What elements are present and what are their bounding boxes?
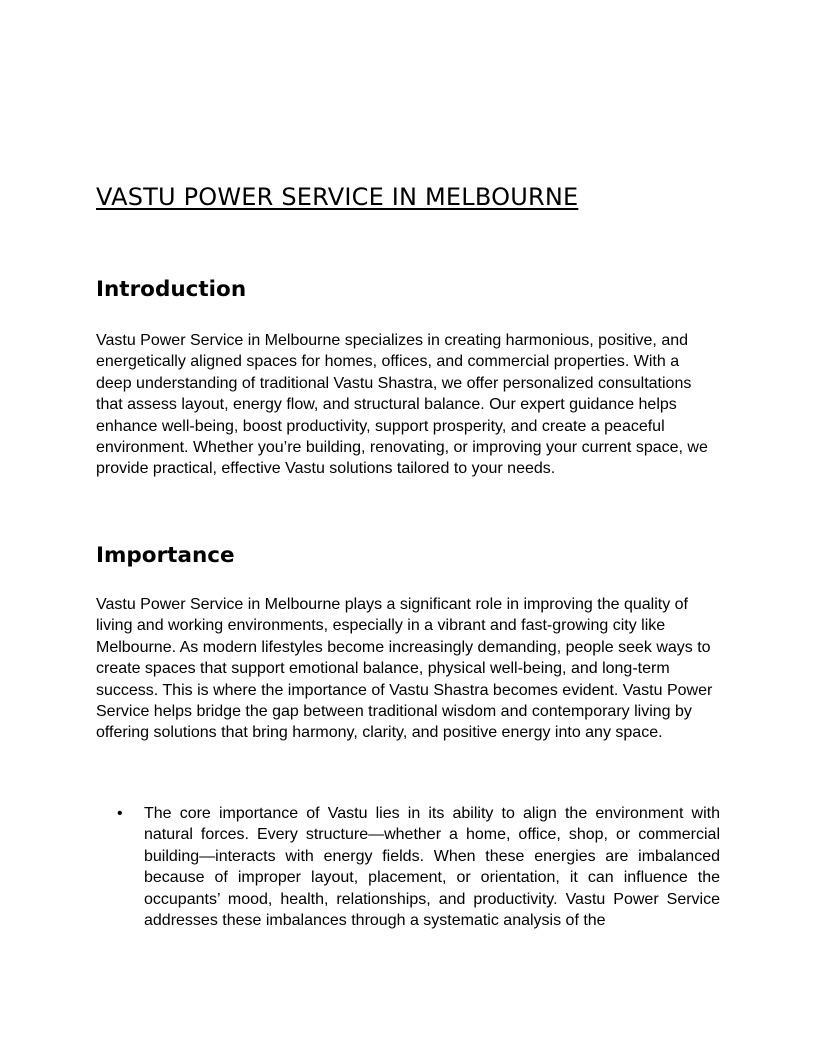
section-heading-introduction: Introduction: [96, 277, 247, 302]
bullet-icon: •: [117, 805, 123, 822]
document-title: VASTU POWER SERVICE IN MELBOURNE: [96, 183, 579, 211]
importance-paragraph: Vastu Power Service in Melbourne plays a significant role in improving the quality of living and working environments, especially in a vibrant and fast-growing city like Melbourne. As modern lifestyles become increasingly demanding, people seek ways to create spaces that support emotional balance, physical well-being, and long-term success. This is where the importance of Vastu Shastra becomes evident. Vastu Power Service helps bridge the gap between traditional wisdom and contemporary living by offering solutions that bring harmony, clarity, and positive energy into any space.: [96, 596, 713, 742]
list-item: [96, 803, 720, 931]
importance-bullet-list: [96, 803, 720, 931]
bullet-text: The core importance of Vastu lies in its ability to align the environment with natural forces. Every structure—whether a home, office, shop, or commercial building—interacts with energy fields. When these energies are imbalanced because of improper layout, placement, or orientation, it can influence the occupants’ mood, health, relationships, and productivity. Vastu Power Service addresses these imbalances through a systematic analysis of the: [144, 805, 720, 930]
introduction-paragraph: Vastu Power Service in Melbourne specializes in creating harmonious, positive, and energetically aligned spaces for homes, offices, and commercial properties. With a deep understanding of traditional Vastu Shastra, we offer personalized consultations that assess layout, energy flow, and structural balance. Our expert guidance helps enhance well-being, boost productivity, support prosperity, and create a peaceful environment. Whether you’re building, renovating, or improving your current space, we provide practical, effective Vastu solutions tailored to your needs.: [96, 332, 708, 478]
section-heading-importance: Importance: [96, 543, 235, 568]
